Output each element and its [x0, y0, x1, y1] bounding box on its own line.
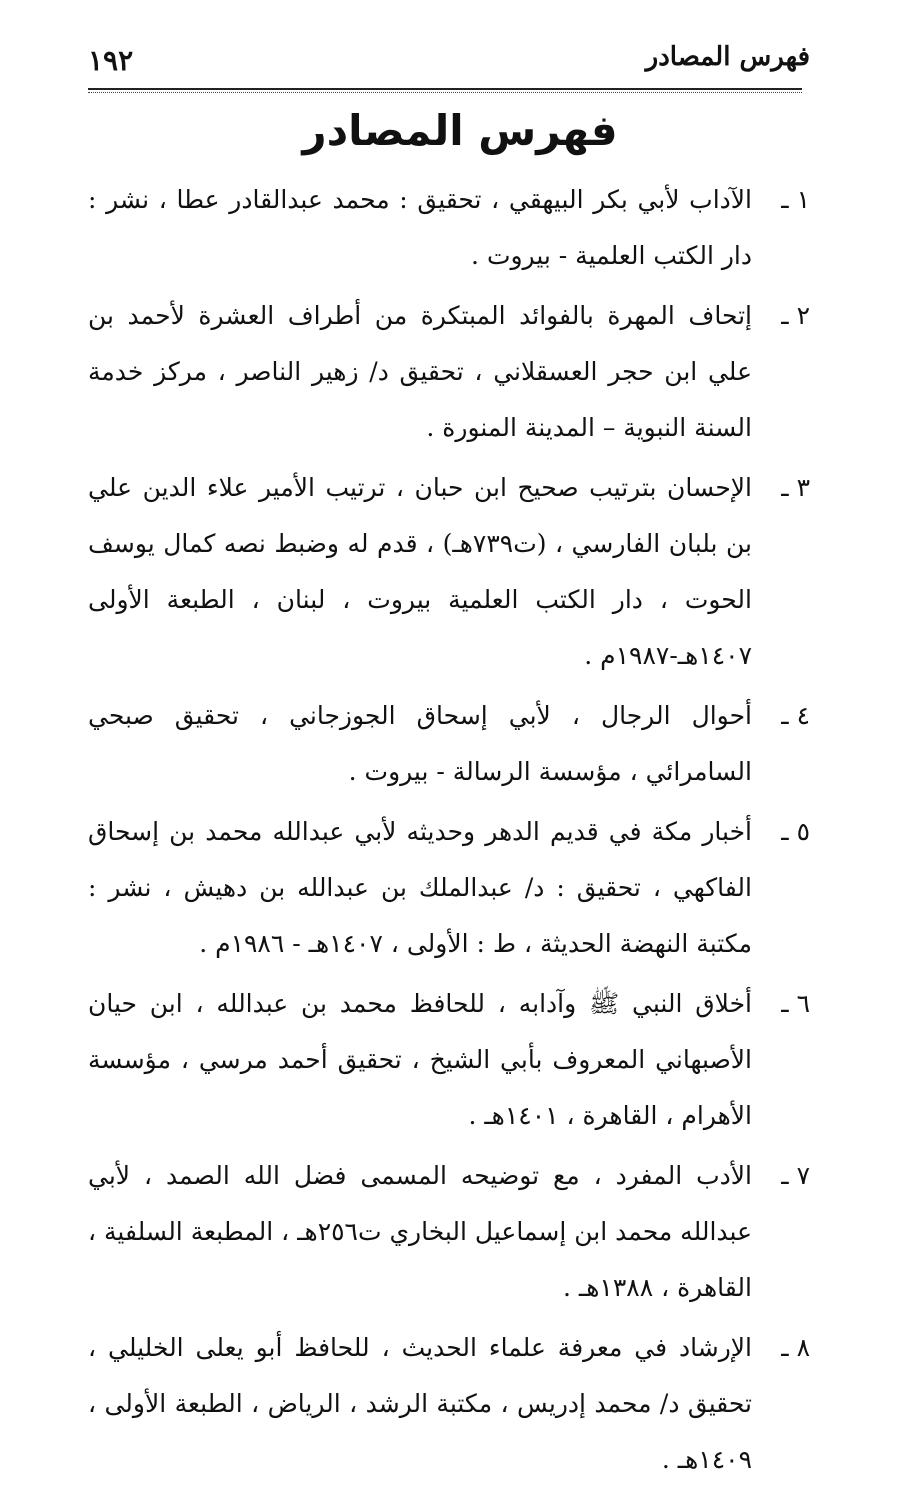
page-number: ١٩٢ — [88, 44, 134, 77]
running-title: فهرس المصادر — [645, 42, 810, 72]
bibliography-entry — [88, 976, 810, 1144]
header-rule-dotted — [88, 92, 802, 93]
bibliography-entry — [88, 172, 810, 284]
entry-text: الإرشاد في معرفة علماء الحديث ، للحافظ أبو يعلى الخليلي ، تحقيق د/ محمد إدريس ، مكتبة الرشد ، الرياض ، الطبعة الأولى ، ١٤٠٩هـ . — [88, 1333, 752, 1474]
entry-number: ٥ ـ — [781, 817, 810, 846]
entry-text: أخلاق النبي ﷺ وآدابه ، للحافظ محمد بن عبدالله ، ابن حيان الأصبهاني المعروف بأبي الشيخ ، تحقيق أحمد مرسي ، مؤسسة الأهرام ، القاهرة ، ١٤٠١هـ . — [88, 989, 752, 1130]
page-header — [88, 38, 810, 88]
header-rule — [88, 88, 802, 90]
bibliography-entry — [88, 460, 810, 684]
entry-number: ٨ ـ — [781, 1333, 810, 1362]
entry-text: أخبار مكة في قديم الدهر وحديثه لأبي عبدالله محمد بن إسحاق الفاكهي ، تحقيق : د/ عبدالملك بن عبدالله بن دهيش ، نشر : مكتبة النهضة الحديثة ، ط : الأولى ، ١٤٠٧هـ - ١٩٨٦م . — [88, 817, 752, 958]
bibliography-entry — [88, 688, 810, 800]
entry-number: ٦ ـ — [781, 989, 810, 1018]
bibliography-entry — [88, 804, 810, 972]
bibliography-entry — [88, 1148, 810, 1316]
entry-text: إتحاف المهرة بالفوائد المبتكرة من أطراف العشرة لأحمد بن علي ابن حجر العسقلاني ، تحقيق د/ زهير الناصر ، مركز خدمة السنة النبوية – المدينة المنورة . — [88, 301, 752, 442]
entry-text: أحوال الرجال ، لأبي إسحاق الجوزجاني ، تحقيق صبحي السامرائي ، مؤسسة الرسالة - بيروت . — [88, 701, 752, 786]
entry-number: ٢ ـ — [781, 301, 810, 330]
entry-number: ١ ـ — [781, 185, 810, 214]
bibliography-entry — [88, 288, 810, 456]
entry-number: ٣ ـ — [781, 473, 810, 502]
page-title: فهرس المصادر — [302, 106, 618, 155]
entry-number: ٧ ـ — [781, 1161, 810, 1190]
entry-number: ٤ ـ — [781, 701, 810, 730]
entry-text: الآداب لأبي بكر البيهقي ، تحقيق : محمد عبدالقادر عطا ، نشر : دار الكتب العلمية - بيروت . — [88, 185, 752, 270]
bibliography-list — [88, 172, 810, 1488]
bibliography-entry — [88, 1320, 810, 1488]
entry-text: الإحسان بترتيب صحيح ابن حبان ، ترتيب الأمير علاء الدين علي بن بلبان الفارسي ، (ت٧٣٩هـ) ، قدم له وضبط نصه كمال يوسف الحوت ، دار الكتب العلمية بيروت ، لبنان ، الطبعة الأولى ١٤٠٧هـ-١٩٨٧م . — [88, 473, 752, 670]
entry-text: الأدب المفرد ، مع توضيحه المسمى فضل الله الصمد ، لأبي عبدالله محمد ابن إسماعيل البخاري ت٢٥٦هـ ، المطبعة السلفية ، القاهرة ، ١٣٨٨هـ . — [88, 1161, 752, 1302]
